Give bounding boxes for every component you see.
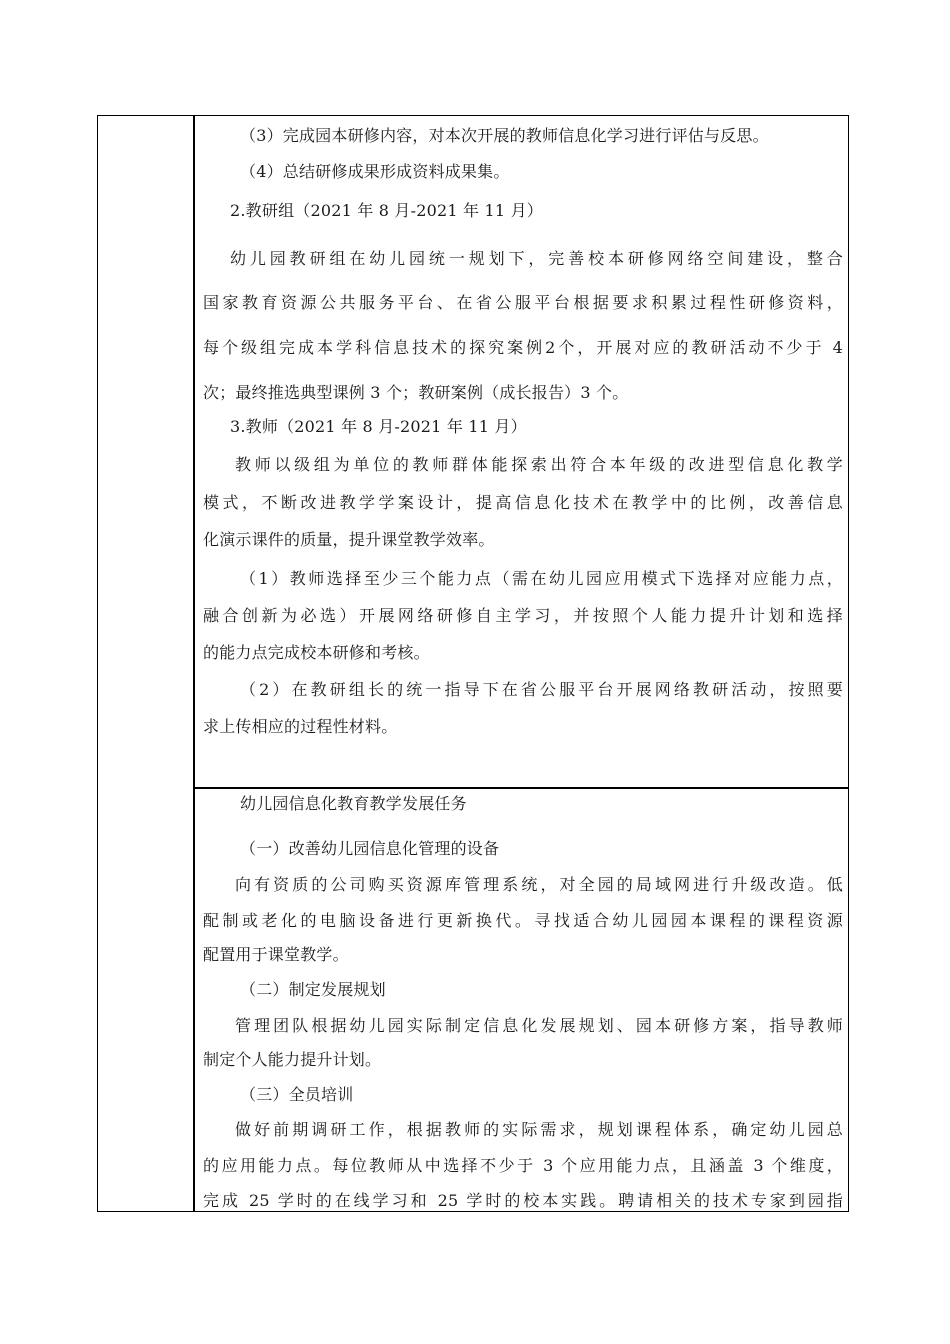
section-heading: （二）制定发展规划 <box>240 980 386 999</box>
paragraph-line: （4）总结研修成果形成资料成果集。 <box>240 162 510 181</box>
paragraph-line: 完成 25 学时的在线学习和 25 学时的校本实践。聘请相关的技术专家到园指 <box>203 1191 843 1210</box>
section-heading: （一）改善幼儿园信息化管理的设备 <box>240 839 500 858</box>
paragraph-line: 每个级组完成本学科信息技术的探究案例2个，开展对应的教研活动不少于 4 <box>203 338 843 357</box>
paragraph-line: 向有资质的公司购买资源库管理系统，对全园的局域网进行升级改造。低 <box>235 875 843 894</box>
paragraph-line: 次；最终推选典型课例 3 个；教研案例（成长报告）3 个。 <box>203 383 629 402</box>
paragraph-line: 幼儿园教研组在幼儿园统一规划下，完善校本研修网络空间建设，整合 <box>230 249 843 268</box>
paragraph-line: （3）完成园本研修内容，对本次开展的教师信息化学习进行评估与反思。 <box>240 126 769 145</box>
column-divider <box>193 115 195 1212</box>
paragraph-line: 国家教育资源公共服务平台、在省公服平台根据要求积累过程性研修资料， <box>203 293 843 312</box>
paragraph-line: 的能力点完成校本研修和考核。 <box>203 643 430 662</box>
paragraph-line: 的应用能力点。每位教师从中选择不少于 3 个应用能力点，且涵盖 3 个维度， <box>203 1156 843 1175</box>
paragraph-line: 做好前期调研工作，根据教师的实际需求，规划课程体系，确定幼儿园总 <box>235 1120 843 1139</box>
paragraph-line: 配置用于课堂教学。 <box>203 945 349 964</box>
paragraph-line: 求上传相应的过程性材料。 <box>203 717 398 736</box>
paragraph-line: 教师以级组为单位的教师群体能探索出符合本年级的改进型信息化教学 <box>235 455 843 474</box>
cell-title: 幼儿园信息化教育教学发展任务 <box>240 794 467 813</box>
paragraph-line: 融合创新为必选）开展网络研修自主学习，并按照个人能力提升计划和选择 <box>203 606 843 625</box>
paragraph-line: 制定个人能力提升计划。 <box>203 1050 382 1069</box>
section-heading: （三）全员培训 <box>240 1085 354 1104</box>
section-heading: 3.教师（2021 年 8 月-2021 年 11 月） <box>230 417 527 436</box>
paragraph-line: （2）在教研组长的统一指导下在省公服平台开展网络教研活动，按照要 <box>240 680 843 699</box>
paragraph-line: 模式，不断改进教学学案设计，提高信息化技术在教学中的比例，改善信息 <box>203 493 843 512</box>
section-heading: 2.教研组（2021 年 8 月-2021 年 11 月） <box>230 201 543 220</box>
paragraph-line: 管理团队根据幼儿园实际制定信息化发展规划、园本研修方案，指导教师 <box>235 1016 843 1035</box>
paragraph-line: （1）教师选择至少三个能力点（需在幼儿园应用模式下选择对应能力点， <box>240 569 843 588</box>
row-divider <box>193 787 849 789</box>
paragraph-line: 配制或老化的电脑设备进行更新换代。寻找适合幼儿园园本课程的课程资源 <box>203 911 843 930</box>
paragraph-line: 化演示课件的质量，提升课堂教学效率。 <box>203 530 495 549</box>
